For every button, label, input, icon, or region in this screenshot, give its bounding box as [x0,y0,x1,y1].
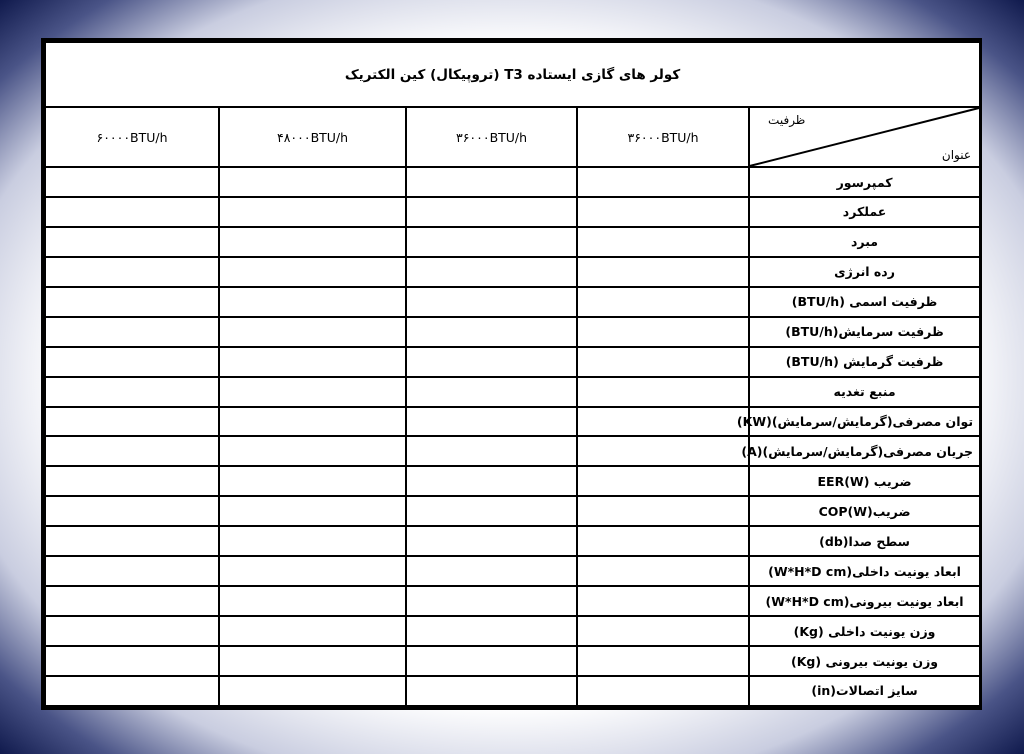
value-cell [45,227,219,257]
row-label: ابعاد یونیت داخلی(W*H*D cm) [749,556,980,586]
table-row [45,676,980,706]
column-header: ۴۸۰۰۰BTU/h [219,107,406,167]
table-row [45,347,980,377]
row-label: ضریب EER(W) [749,466,980,496]
value-cell [219,436,406,466]
value-cell [45,197,219,227]
table-row [45,407,980,437]
value-cell [406,586,577,616]
value-cell [577,466,749,496]
header-corner-cell [749,107,980,167]
value-cell [406,556,577,586]
value-cell [577,676,749,706]
row-label: ظرفیت سرمایش(BTU/h) [749,317,980,347]
value-cell [219,646,406,676]
value-cell [406,526,577,556]
value-cell [406,377,577,407]
value-cell [577,436,749,466]
value-cell [219,616,406,646]
row-label: وزن یونیت داخلی (Kg) [749,616,980,646]
row-label: جریان مصرفی(گرمایش/سرمایش)(A) [749,436,980,466]
table-row [45,377,980,407]
value-cell [45,526,219,556]
table-row [45,257,980,287]
value-cell [219,556,406,586]
value-cell [577,257,749,287]
table-row [45,466,980,496]
value-cell [577,646,749,676]
value-cell [45,466,219,496]
value-cell [577,586,749,616]
value-cell [577,227,749,257]
value-cell [406,496,577,526]
value-cell [219,197,406,227]
table-row [45,436,980,466]
row-label: منبع تغدیه [749,377,980,407]
value-cell [219,586,406,616]
value-cell [406,227,577,257]
row-label: توان مصرفی(گرمایش/سرمایش)(KW) [749,407,980,437]
value-cell [45,317,219,347]
table-row [45,197,980,227]
table-row [45,496,980,526]
column-header: ۳۶۰۰۰BTU/h [406,107,577,167]
value-cell [577,377,749,407]
value-cell [577,347,749,377]
table-row [45,167,980,197]
value-cell [219,407,406,437]
table-row [45,526,980,556]
value-cell [45,377,219,407]
table-row [45,646,980,676]
spec-sheet [41,38,982,710]
value-cell [219,257,406,287]
table-row [45,317,980,347]
row-label: ابعاد یونیت بیرونی(W*H*D cm) [749,586,980,616]
value-cell [406,167,577,197]
value-cell [406,407,577,437]
value-cell [45,287,219,317]
value-cell [219,317,406,347]
value-cell [577,287,749,317]
value-cell [45,586,219,616]
value-cell [577,616,749,646]
table-title: کولر های گازی ایستاده T3 (تروپیکال) کین الکتریک [45,42,980,107]
value-cell [406,347,577,377]
row-label: رده انرژی [749,257,980,287]
row-label: وزن یونیت بیرونی (Kg) [749,646,980,676]
value-cell [577,496,749,526]
value-cell [406,466,577,496]
row-label: مبرد [749,227,980,257]
row-label: سطح صدا(db) [749,526,980,556]
spec-table [44,41,981,707]
row-label: ظرفیت گرمایش (BTU/h) [749,347,980,377]
value-cell [45,556,219,586]
value-cell [219,377,406,407]
table-row [45,287,980,317]
value-cell [219,466,406,496]
value-cell [577,556,749,586]
value-cell [406,287,577,317]
value-cell [577,167,749,197]
value-cell [406,646,577,676]
value-cell [219,526,406,556]
value-cell [406,436,577,466]
value-cell [45,407,219,437]
value-cell [406,676,577,706]
value-cell [219,287,406,317]
table-row [45,616,980,646]
title-label: عنوان [941,148,972,163]
value-cell [45,496,219,526]
capacity-label: ظرفیت [768,113,806,128]
value-cell [577,317,749,347]
table-row [45,556,980,586]
value-cell [45,436,219,466]
value-cell [45,167,219,197]
value-cell [45,676,219,706]
row-label: کمپرسور [749,167,980,197]
value-cell [219,347,406,377]
column-header: ۶۰۰۰۰BTU/h [45,107,219,167]
value-cell [45,257,219,287]
row-label: ظرفیت اسمی (BTU/h) [749,287,980,317]
value-cell [45,646,219,676]
table-row [45,586,980,616]
value-cell [406,257,577,287]
column-header: ۳۶۰۰۰BTU/h [577,107,749,167]
value-cell [577,526,749,556]
value-cell [406,616,577,646]
value-cell [577,407,749,437]
row-label: عملکرد [749,197,980,227]
value-cell [406,317,577,347]
value-cell [406,197,577,227]
value-cell [219,227,406,257]
value-cell [219,676,406,706]
value-cell [219,167,406,197]
table-row [45,227,980,257]
row-label: ضریبCOP(W) [749,496,980,526]
value-cell [219,496,406,526]
value-cell [45,347,219,377]
row-label: سایز اتصالات(in) [749,676,980,706]
value-cell [577,197,749,227]
value-cell [45,616,219,646]
